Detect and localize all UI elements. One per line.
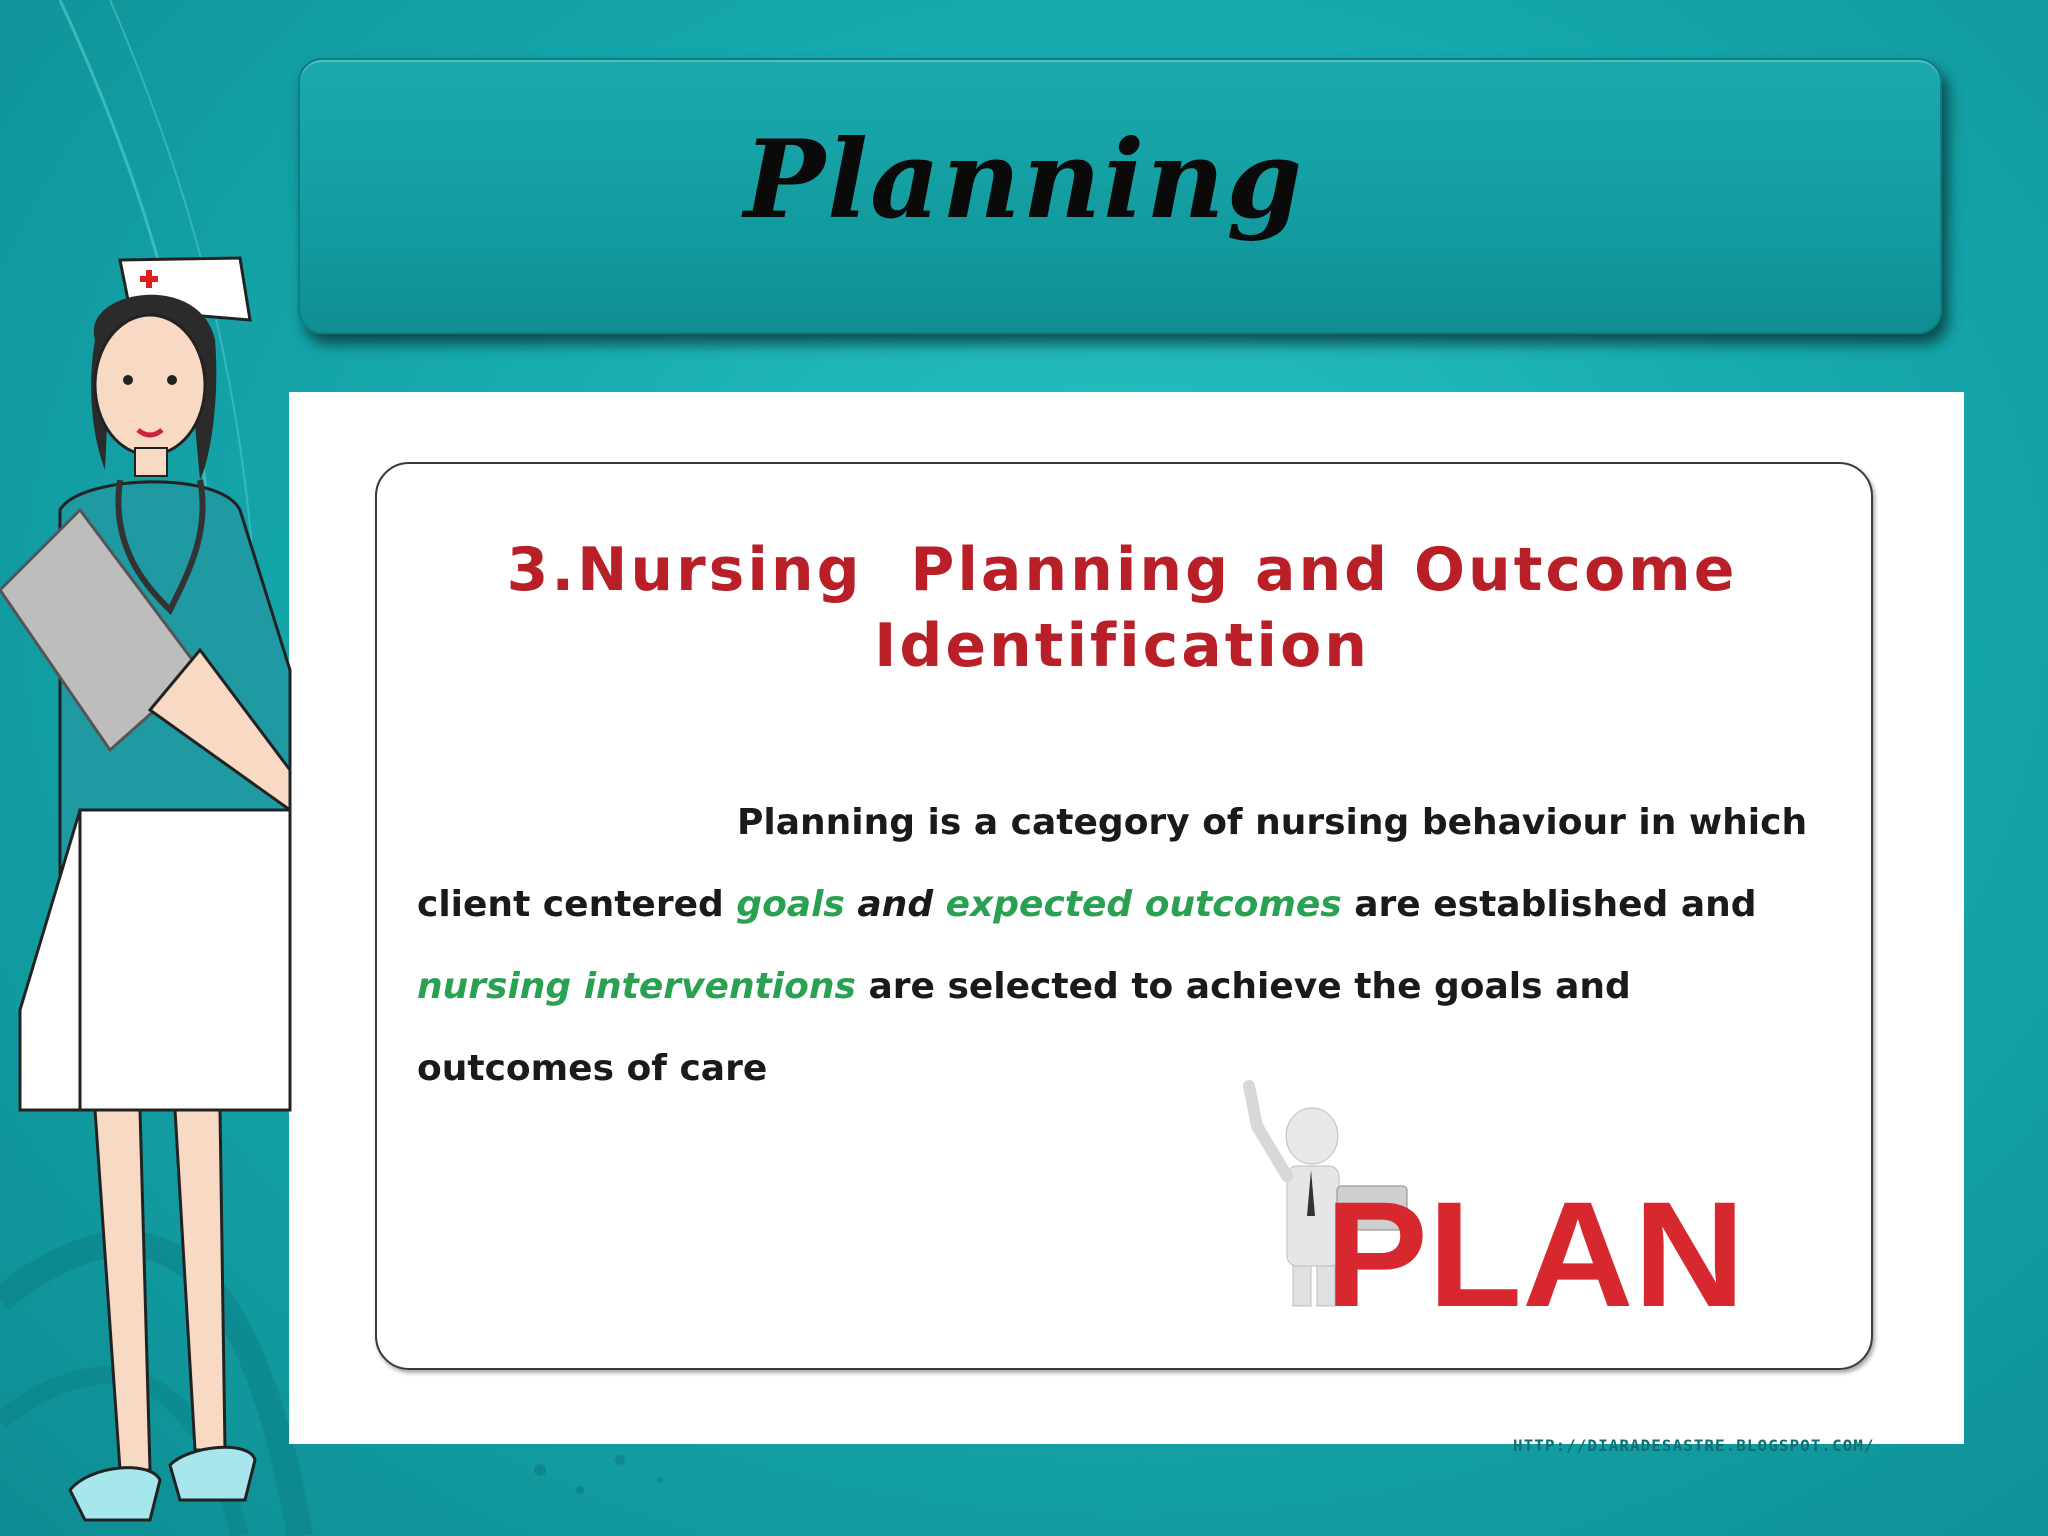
- footer-url: HTTP://DIARADESASTRE.BLOGSPOT.COM/: [1513, 1436, 1875, 1455]
- section-heading: [375, 532, 1869, 684]
- slide-title: Planning: [743, 117, 1305, 243]
- paragraph-part-3: are selected to achieve the goals and outcomes of care: [417, 966, 1631, 1089]
- definition-paragraph: [417, 782, 1837, 1110]
- paragraph-part-2: are established and: [1341, 884, 1757, 925]
- plan-art-text: PLAN: [1325, 1170, 1745, 1316]
- term-nursing-interventions: nursing interventions: [417, 966, 856, 1007]
- paragraph-part-1: Planning is a category of nursing behaviour in which client centered: [417, 802, 1808, 925]
- heading-line-2: Identification: [874, 611, 1370, 681]
- heading-line-1: 3.Nursing Planning and Outcome: [506, 535, 1738, 605]
- content-panel: [289, 392, 1964, 1444]
- term-and: and: [844, 884, 946, 925]
- nurse-illustration: [0, 250, 300, 1536]
- term-goals: goals: [736, 884, 845, 925]
- plan-illustration: [1237, 1066, 1767, 1316]
- term-expected-outcomes: expected outcomes: [945, 884, 1342, 925]
